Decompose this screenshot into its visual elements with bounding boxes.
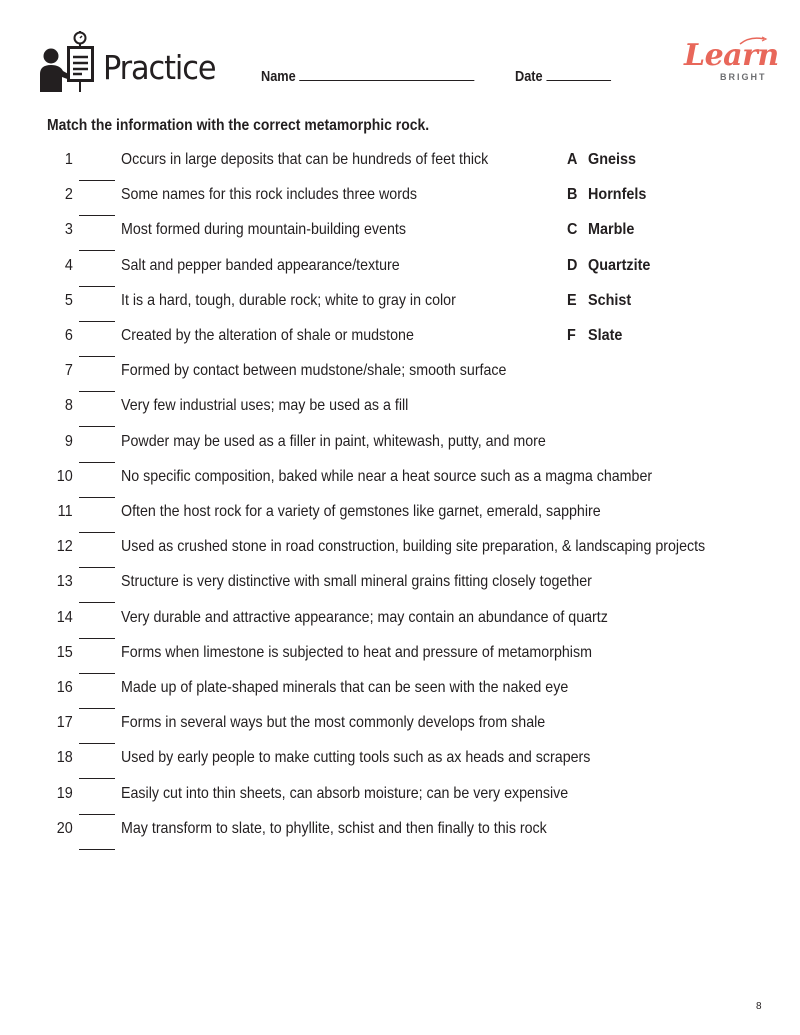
- answer-blank[interactable]: [79, 708, 115, 709]
- choice-option: [567, 292, 767, 327]
- item-text: Most formed during mountain-building events: [121, 221, 406, 239]
- name-blank[interactable]: [299, 66, 474, 81]
- answer-blank[interactable]: [79, 602, 115, 603]
- item-number: 17: [56, 714, 73, 732]
- choice-name: Marble: [588, 221, 635, 239]
- logo-subtext: BRIGHT: [720, 72, 767, 82]
- instructions: Match the information with the correct metamorphic rock.: [47, 117, 430, 134]
- answer-blank[interactable]: [79, 497, 115, 498]
- choice-option: [567, 327, 767, 362]
- teacher-at-board-icon: [38, 30, 98, 92]
- answer-blank[interactable]: [79, 250, 115, 251]
- answer-blank[interactable]: [79, 638, 115, 639]
- choice-name: Slate: [588, 327, 623, 344]
- date-label: Date: [515, 68, 543, 85]
- choice-option: [567, 151, 767, 186]
- answer-blank[interactable]: [79, 391, 115, 392]
- date-field[interactable]: [515, 66, 611, 85]
- item-text: It is a hard, tough, durable rock; white to gray in color: [121, 291, 456, 309]
- item-text: May transform to slate, to phyllite, schist and then finally to this rock: [121, 819, 547, 837]
- item-text: Forms in several ways but the most commonly develops from shale: [121, 714, 546, 732]
- logo-text: Learn: [684, 38, 779, 73]
- name-label: Name: [261, 68, 296, 85]
- item-number: 12: [56, 538, 73, 556]
- list-item: [0, 749, 800, 784]
- item-text: Used as crushed stone in road construction, building site preparation, & landscaping projects: [121, 538, 706, 556]
- page-title: Practice: [103, 48, 216, 87]
- item-number: 4: [64, 256, 73, 274]
- choice-letter: B: [567, 186, 578, 204]
- choice-letter: D: [567, 256, 578, 274]
- item-text: Structure is very distinctive with small mineral grains fitting closely together: [121, 573, 592, 591]
- answer-blank[interactable]: [79, 532, 115, 533]
- item-text: Often the host rock for a variety of gemstones like garnet, emerald, sapphire: [121, 503, 601, 520]
- list-item: [0, 468, 800, 503]
- list-item: [0, 397, 800, 432]
- item-number: 13: [56, 573, 73, 591]
- item-number: 19: [56, 784, 73, 802]
- list-item: [0, 785, 800, 820]
- choice-name: Hornfels: [588, 186, 647, 204]
- worksheet-header: [0, 0, 800, 110]
- choice-letter: A: [567, 151, 578, 168]
- item-number: 18: [56, 749, 73, 767]
- item-number: 9: [64, 432, 73, 450]
- answer-blank[interactable]: [79, 180, 115, 181]
- item-number: 6: [64, 327, 73, 344]
- choice-option: [567, 257, 767, 292]
- item-text: Powder may be used as a filler in paint, whitewash, putty, and more: [121, 432, 546, 450]
- item-text: No specific composition, baked while near a heat source such as a magma chamber: [121, 467, 653, 485]
- learn-bright-logo: [680, 38, 779, 90]
- answer-blank[interactable]: [79, 286, 115, 287]
- choice-option: [567, 221, 767, 256]
- answer-blank[interactable]: [79, 567, 115, 568]
- answer-blank[interactable]: [79, 743, 115, 744]
- page-number: 8: [756, 1001, 762, 1012]
- list-item: [0, 820, 800, 855]
- answer-blank[interactable]: [79, 673, 115, 674]
- choice-letter: F: [567, 327, 576, 344]
- choice-letter: C: [567, 221, 578, 239]
- list-item: [0, 644, 800, 679]
- item-text: Occurs in large deposits that can be hundreds of feet thick: [121, 151, 489, 168]
- answer-blank[interactable]: [79, 462, 115, 463]
- choice-letter: E: [567, 291, 577, 309]
- list-item: [0, 573, 800, 608]
- item-number: 8: [64, 397, 73, 415]
- item-number: 20: [56, 819, 73, 837]
- list-item: [0, 679, 800, 714]
- choice-option: [567, 186, 767, 221]
- list-item: [0, 538, 800, 573]
- answer-blank[interactable]: [79, 321, 115, 322]
- item-number: 7: [64, 362, 73, 380]
- item-text: Used by early people to make cutting tools such as ax heads and scrapers: [121, 749, 591, 767]
- list-item: [0, 609, 800, 644]
- date-blank[interactable]: [546, 66, 611, 81]
- item-text: Very few industrial uses; may be used as a fill: [121, 397, 409, 415]
- item-number: 1: [64, 151, 73, 168]
- item-text: Some names for this rock includes three words: [121, 186, 418, 204]
- item-number: 5: [64, 291, 73, 309]
- answer-blank[interactable]: [79, 356, 115, 357]
- choice-name: Quartzite: [588, 256, 651, 274]
- item-text: Made up of plate-shaped minerals that can be seen with the naked eye: [121, 679, 569, 696]
- list-item: [0, 362, 800, 397]
- choice-name: Gneiss: [588, 151, 637, 168]
- item-text: Very durable and attractive appearance; may contain an abundance of quartz: [121, 608, 608, 626]
- item-number: 3: [64, 221, 73, 239]
- answer-blank[interactable]: [79, 814, 115, 815]
- item-number: 10: [56, 467, 73, 485]
- item-text: Forms when limestone is subjected to heat and pressure of metamorphism: [121, 643, 592, 661]
- answer-blank[interactable]: [79, 426, 115, 427]
- item-number: 14: [56, 608, 73, 626]
- logo-spark-icon: [738, 36, 768, 46]
- item-number: 2: [64, 186, 73, 204]
- list-item: [0, 503, 800, 538]
- item-number: 16: [56, 679, 73, 696]
- item-number: 11: [58, 503, 73, 520]
- choice-name: Schist: [588, 291, 632, 309]
- list-item: [0, 433, 800, 468]
- item-text: Created by the alteration of shale or mudstone: [121, 327, 414, 344]
- answer-blank[interactable]: [79, 849, 115, 850]
- item-text: Easily cut into thin sheets, can absorb moisture; can be very expensive: [121, 784, 569, 802]
- item-text: Formed by contact between mudstone/shale; smooth surface: [121, 362, 507, 380]
- item-text: Salt and pepper banded appearance/texture: [121, 256, 400, 274]
- item-number: 15: [56, 643, 73, 661]
- answer-blank[interactable]: [79, 215, 115, 216]
- answer-blank[interactable]: [79, 778, 115, 779]
- list-item: [0, 714, 800, 749]
- name-field[interactable]: [261, 66, 474, 85]
